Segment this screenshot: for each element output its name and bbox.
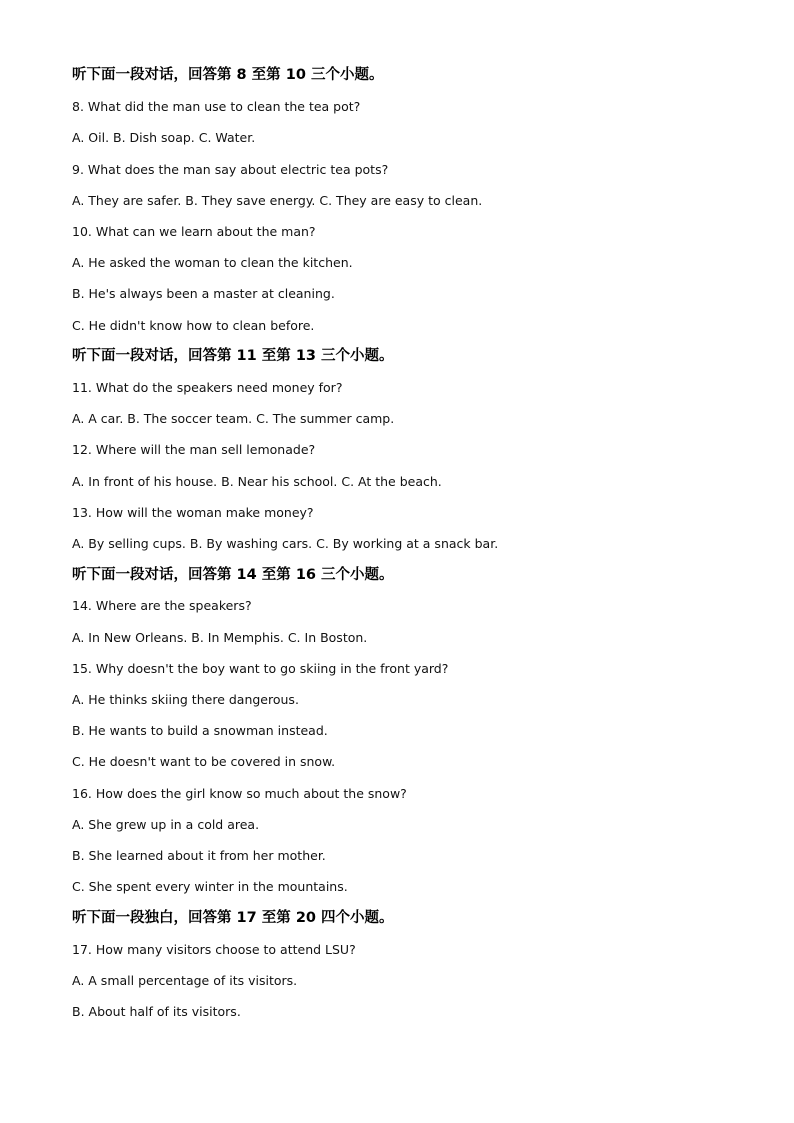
question-line: 17. How many visitors choose to attend LSU?	[72, 942, 356, 957]
answer-options: A. A car. B. The soccer team. C. The summer camp.	[72, 411, 395, 426]
question-line: 13. How will the woman make money?	[72, 505, 314, 520]
question-line: 12. Where will the man sell lemonade?	[72, 442, 316, 457]
answer-option: A. He thinks skiing there dangerous.	[72, 692, 299, 707]
answer-options: A. In front of his house. B. Near his school. C. At the beach.	[72, 474, 442, 489]
answer-option: B. He's always been a master at cleaning.	[72, 286, 335, 301]
answer-option: C. He doesn't want to be covered in snow.	[72, 754, 336, 769]
answer-option: A. She grew up in a cold area.	[72, 817, 260, 832]
answer-option: B. About half of its visitors.	[72, 1004, 241, 1019]
answer-option: B. He wants to build a snowman instead.	[72, 723, 328, 738]
question-line: 10. What can we learn about the man?	[72, 224, 316, 239]
section-heading: 听下面一段对话，回答第 8 至第 10 三个小题。	[72, 67, 384, 83]
answer-options: A. In New Orleans. B. In Memphis. C. In Boston.	[72, 630, 368, 645]
section-heading: 听下面一段对话，回答第 11 至第 13 三个小题。	[72, 348, 394, 364]
section-heading: 听下面一段独白，回答第 17 至第 20 四个小题。	[72, 910, 394, 926]
answer-options: A. They are safer. B. They save energy. C. They are easy to clean.	[72, 193, 483, 208]
section-heading: 听下面一段对话，回答第 14 至第 16 三个小题。	[72, 567, 394, 583]
question-line: 9. What does the man say about electric tea pots?	[72, 162, 389, 177]
question-line: 15. Why doesn't the boy want to go skiing in the front yard?	[72, 661, 449, 676]
answer-options: A. Oil. B. Dish soap. C. Water.	[72, 130, 256, 145]
question-line: 14. Where are the speakers?	[72, 598, 252, 613]
question-line: 16. How does the girl know so much about the snow?	[72, 786, 407, 801]
answer-options: A. By selling cups. B. By washing cars. C. By working at a snack bar.	[72, 536, 499, 551]
answer-option: C. He didn't know how to clean before.	[72, 318, 315, 333]
answer-option: A. He asked the woman to clean the kitchen.	[72, 255, 353, 270]
question-line: 11. What do the speakers need money for?	[72, 380, 343, 395]
question-line: 8. What did the man use to clean the tea pot?	[72, 99, 361, 114]
answer-option: B. She learned about it from her mother.	[72, 848, 326, 863]
answer-option: C. She spent every winter in the mountains.	[72, 879, 348, 894]
answer-option: A. A small percentage of its visitors.	[72, 973, 298, 988]
